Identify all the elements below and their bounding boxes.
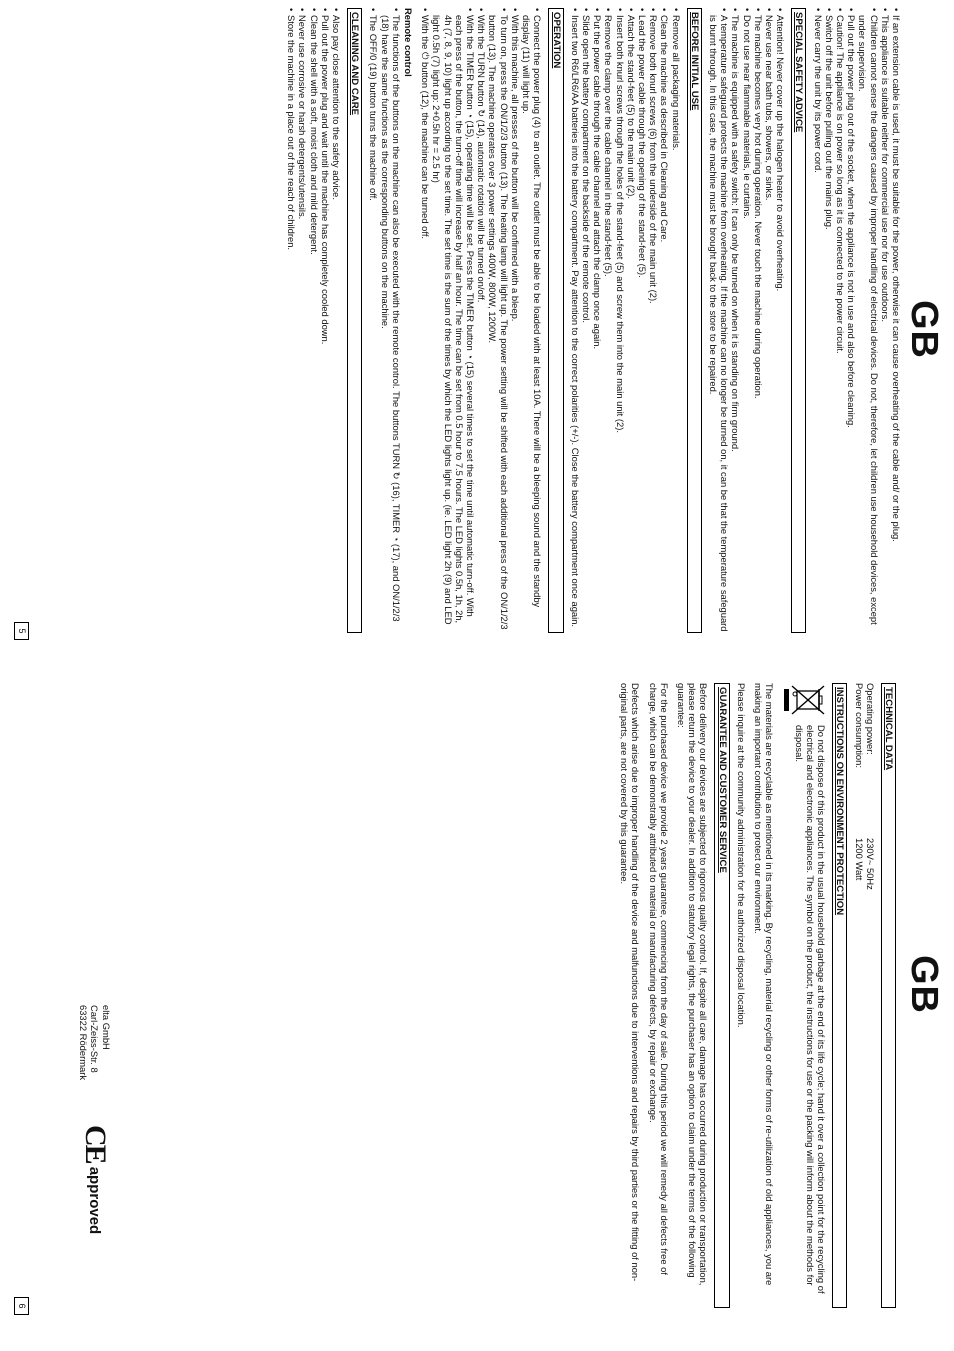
list-item: • To turn on, press the ON/1/2/3 button (13). The heating lamp will light up. The power setting will be shifted with each additional press of the ON/1/2/3 button (13). The machine operates over 3 power settings 400W, 800W, 1200W. xyxy=(487,8,509,633)
ce-approval xyxy=(78,1125,112,1234)
page-5-column xyxy=(280,8,902,633)
page-number: 5 xyxy=(14,622,29,640)
list-item: • Attach the stand-feet (5) to the main unit (2). xyxy=(626,8,637,633)
list-item: • Never use near bath tubs, showers, or sinks. xyxy=(764,8,775,633)
list-item: • Children cannot sense the dangers caused by improper handling of electrical devices. Do not, therefore, let children use household devices, except under supervision. xyxy=(857,8,879,633)
list-item: • Lead the power cable through the opening of the stand-feet (5). xyxy=(637,8,648,633)
environment-text: Do not dispose of this product in the usual household garbage at the end of its life cycle; hand it over a collection point for the recycling of electrical and electronic appliances. The symbol on the product, the instructions for use or the packing will inform about the methods for disposal. xyxy=(793,725,828,1294)
environment-heading: INSTRUCTIONS ON ENVIRONMENT PROTECTION xyxy=(832,683,847,1308)
operation-heading: OPERATION xyxy=(548,8,563,633)
list-item: • Do not use near flammable materials, ie curtains. xyxy=(741,8,752,633)
page-number: 6 xyxy=(14,1297,29,1315)
intro-list xyxy=(812,8,902,633)
list-item: • Never use corrosive or harsh detergents/utensils. xyxy=(297,8,308,633)
list-item: • Store the machine in a place out of the reach of children. xyxy=(286,8,297,633)
list-item: • Caution! The appliance is on power so long as it is connected to the power circuit. xyxy=(835,8,846,633)
cleaning-list xyxy=(286,8,342,633)
page-5 xyxy=(0,0,954,650)
company-address: elta GmbH Carl-Zeiss-Str. 8 63322 Rödermark xyxy=(78,1005,112,1081)
list-item: • Insert two R6/LR6/AA batteries into the battery compartment. Pay attention to the correct polarities (+/-). Close the battery compartment once again. xyxy=(570,8,581,633)
list-item: • Clean the shell with a soft, moist cloth and mild detergent. xyxy=(308,8,319,633)
list-item: • With the TIMER button ◔ (15), operating time will be set. Press the TIMER button ◔ (15) several times to set the time until automatic turn-off. With each press of the button, the turn-off time will increase by half an hour. The time can be set from 0.5 hour to 7.5 hours. The LED lights 0.5h, 1h, 2h, 4h (7, 8, 9, 10) light up according to the set time. The set time is the sum of the times by which the LED lights light up. (ie. LED light 2h (9) and LED light 0.5h (7) light up: 2+0.5h hr = 2.5 hr) xyxy=(431,8,476,633)
list-item: • This appliance is suitable neither for commercial use nor for use outdoors. xyxy=(880,8,891,633)
recycling-paragraph: The materials are recyclable as mentioned in its marking. By recycling, material recycling or other forms of re-utilization of old appliances, you are making an important contribution to protect our environment. xyxy=(752,683,776,1286)
list-item: • Insert both knurl screws through the holes of the stand-feet (5) and screw them into the main unit (2). xyxy=(614,8,625,633)
ce-mark-icon: CE xyxy=(79,1125,112,1163)
list-item: • With the ⏻ button (12), the machine can be turned off. xyxy=(420,8,431,633)
safety-heading: SPECIAL SAFETY ADVICE xyxy=(791,8,806,633)
disposal-paragraph: Please inquire at the community administration for the authorized disposal location. xyxy=(735,683,747,1028)
initial-use-heading: BEFORE INITIAL USE xyxy=(687,8,702,633)
list-item: • The machine becomes very hot during operation. Never touch the machine during operation. xyxy=(753,8,764,633)
language-code: GB xyxy=(903,300,945,359)
list-item: • The machine is equipped with a safety switch: It can only be turned on when it is standing on firm ground. xyxy=(730,8,741,633)
list-item: • Never carry the unit by its power cord. xyxy=(812,8,823,633)
cleaning-heading: CLEANING AND CARE xyxy=(347,8,362,633)
guarantee-heading: GUARANTEE AND CUSTOMER SERVICE xyxy=(714,683,729,1308)
tech-row-consumption: Power consumption: 1200 Watt xyxy=(853,683,865,881)
technical-data-heading: TECHNICAL DATA xyxy=(881,683,896,1308)
list-item: • Remove the clamp over the cable channel in the stand-feet (5). xyxy=(603,8,614,633)
tech-row-power: Operating power: 230V~ 50Hz xyxy=(864,683,876,890)
list-item: • A temperature safeguard protects the machine from overheating. If the machine can no longer be turned on, it can be that the temperature safeguard is burnt through. In this case, the machine must be brought back to the store to be repaired. xyxy=(708,8,730,633)
guarantee-paragraph-1: Before delivery our devices are subjected to rigorous quality control. If, despite all care, damage has occurred during production or transportation, please return the device to your dealer. In addition to statutory legal rights, the purchaser has an option to claim under the terms of the following guarantee: xyxy=(675,683,710,1286)
list-item: • Attention! Never cover up the halogen heater to avoid overheating. xyxy=(775,8,786,633)
crossed-out-wheelie-bin-icon xyxy=(783,683,827,717)
page-6 xyxy=(0,675,954,1325)
list-item: • With the TURN button ↻ (14), automatic rotation will be turned on/off. xyxy=(476,8,487,633)
remote-control-list xyxy=(368,8,402,633)
list-item: • Remove all packaging materials. xyxy=(670,8,681,633)
page-6-column xyxy=(613,683,902,1308)
list-item: • Switch off the unit before pulling out the mains plug. xyxy=(824,8,835,633)
guarantee-paragraph-2: For the purchased device we provide 2 years guarantee, commencing from the day of sale. During this period we will remedy all defects free of charge, which can be demonstrably attributed to material or manufacturing defects, by repair or exchange. xyxy=(647,683,670,1275)
initial-use-list xyxy=(570,8,682,633)
list-item: • Pull out the power plug out of the socket, when the appliance is not in use and also before cleaning. xyxy=(846,8,857,633)
remote-control-subheading: Remote control xyxy=(403,8,415,77)
list-item: • Pull out the power plug and wait until the machine has completely cooled down. xyxy=(320,8,331,633)
language-code: GB xyxy=(903,955,945,1014)
list-item: • Put the power cable through the cable channel and attach the clamp once again. xyxy=(592,8,603,633)
list-item: • Slide open the battery compartment on the backside of the remote control. xyxy=(581,8,592,633)
list-item: • Remove both knurl screws (6) from the underside of the main unit (2). xyxy=(648,8,659,633)
operation-list xyxy=(420,8,543,633)
list-item: • Connect the power plug (4) to an outlet. The outlet must be able to be loaded with at least 10A. There will be a bleeping sound and the standby display (11) will light up. xyxy=(521,8,543,633)
environment-notice xyxy=(783,683,827,1308)
list-item: • If an extension cable is used, it must be suitable for the power, otherwise it can cause overheating of the cable and/ or the plug. xyxy=(891,8,902,633)
guarantee-paragraph-3: Defects which arise due to improper handling of the device and malfunctions due to interventions and repairs by third parties or the fitting of non-original parts, are not covered by this guarantee. xyxy=(619,683,642,1282)
safety-list xyxy=(708,8,786,633)
list-item: • The OFF/0 (19) button turns the machine off. xyxy=(368,8,379,633)
list-item: • Clean the machine as described in Cleaning and Care. xyxy=(659,8,670,633)
list-item: • With this machine, all presses of the button will be confirmed with a bleep. xyxy=(510,8,521,633)
list-item: • The functions of the buttons on the machine can also be executed with the remote control. The buttons TURN ↻ (16), TIMER ◔ (17), and ON/1/2/3 (18) have the same functions as the corresponding buttons on the machine. xyxy=(379,8,401,633)
list-item: • Also pay close attention to the safety advice. xyxy=(331,8,342,633)
ce-approved-label: approved xyxy=(86,1166,104,1235)
